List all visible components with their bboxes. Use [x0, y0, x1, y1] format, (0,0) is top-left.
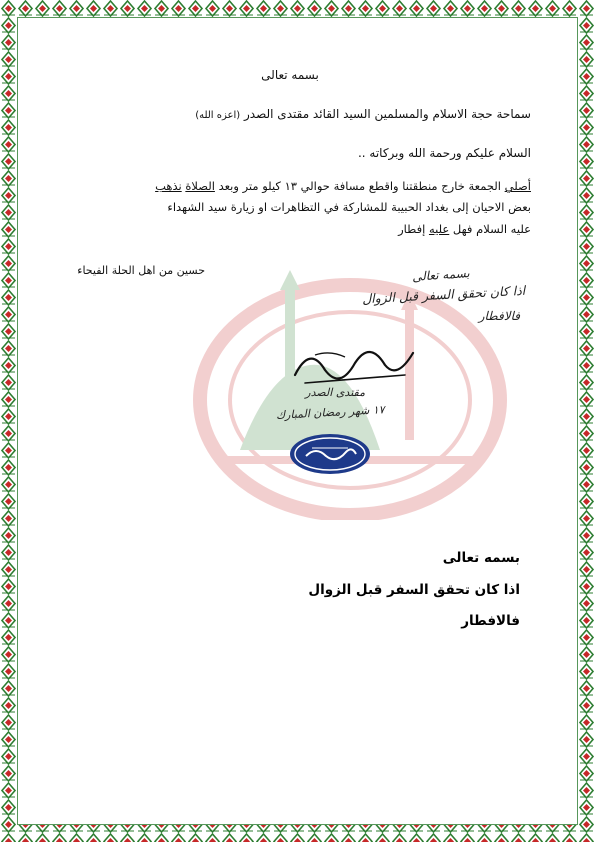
letter-body-line-1 [155, 178, 531, 195]
signature-date: ١٧ شهر رمضان المبارك [276, 403, 386, 422]
underlined-word-on-him: عليه [428, 222, 450, 236]
letter-greeting: بسمه تعالى [261, 68, 319, 82]
addressee-honorific: (اعزه الله) [195, 110, 241, 121]
handwritten-line-2: اذا كان تحقق السفر قبل الزوال [361, 282, 526, 307]
body-line-3-a: عليه السلام فهل [452, 222, 531, 236]
underlined-word-prayer: الصلاة [185, 179, 215, 193]
letter-salutation: السلام عليكم ورحمة الله وبركاته .. [357, 146, 531, 160]
answer-condition: اذا كان تحقق السفر قبل الزوال [308, 582, 520, 598]
body-line-3-b: إفطار [398, 222, 426, 236]
letter-sender: حسين من اهل الحلة الفيحاء [77, 264, 205, 277]
addressee-main: سماحة حجة الاسلام والمسلمين السيد القائد مقتدى الصدر [244, 107, 531, 121]
underlined-word-go: نذهب [155, 179, 182, 193]
underlined-word-pray: أصلي [504, 179, 531, 193]
handwritten-line-3: فالافطار [478, 309, 520, 323]
answer-ruling: فالافطار [461, 613, 520, 629]
letter-body-line-2: بعض الاحيان إلى بغداد الحبيبة للمشاركة في التظاهرات او زيارة سيد الشهداء [167, 200, 531, 214]
letter-body-line-3 [398, 221, 531, 238]
signature-name: مقتدى الصدر [305, 386, 365, 399]
answer-greeting: بسمه تعالى [442, 550, 520, 566]
official-seal [288, 432, 372, 476]
body-line-1-text: الجمعة خارج منطقتنا واقطع مسافة حوالي ١٣ كيلو متر وبعد [218, 179, 501, 193]
letter-addressee [195, 106, 531, 124]
handwritten-greeting: بسمه تعالى [411, 266, 471, 284]
